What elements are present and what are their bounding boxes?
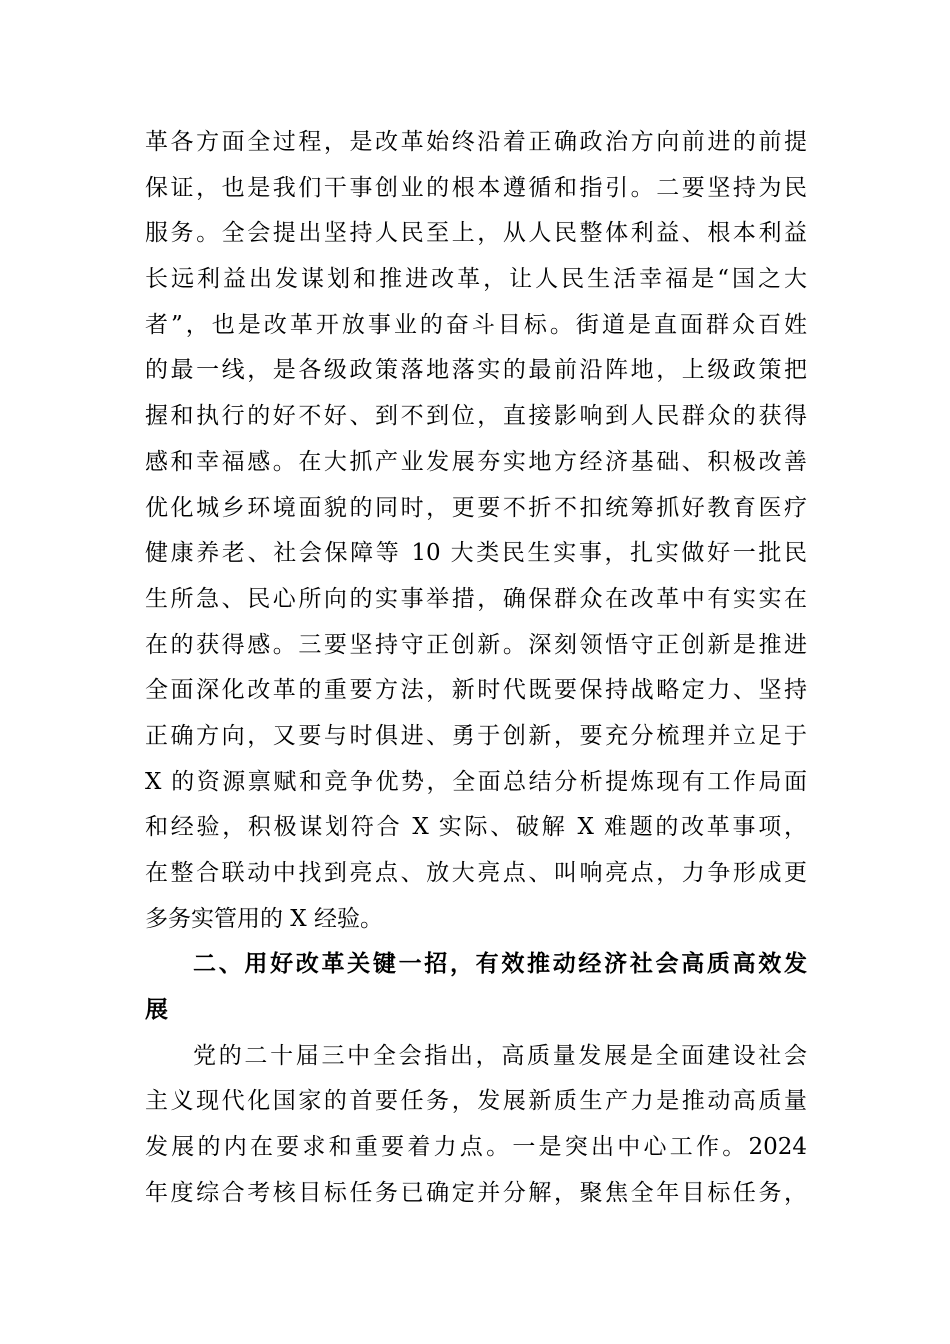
- text-line: 优化城乡环境面貌的同时，更要不折不扣统筹抓好教育医疗: [145, 494, 807, 521]
- text-line: 生所急、民心所向的实事举措，确保群众在改革中有实实在: [145, 585, 807, 612]
- paragraph-1: [145, 120, 807, 942]
- paragraph-2: [145, 1034, 807, 1217]
- heading-line: 展: [145, 997, 168, 1024]
- text-line: 者”，也是改革开放事业的奋斗目标。街道是直面群众百姓: [145, 311, 807, 338]
- text-line: 和经验，积极谋划符合 X 实际、破解 X 难题的改革事项，: [145, 814, 807, 841]
- section-heading-2: [145, 942, 807, 1033]
- text-line: 的最一线，是各级政策落地落实的最前沿阵地，上级政策把: [145, 357, 807, 384]
- text-line: 服务。全会提出坚持人民至上，从人民整体利益、根本利益: [145, 220, 807, 247]
- text-line: 握和执行的好不好、到不到位，直接影响到人民群众的获得: [145, 403, 807, 430]
- text-line: 发展的内在要求和重要着力点。一是突出中心工作。2024: [145, 1134, 807, 1161]
- document-body: [145, 120, 807, 1217]
- text-line: 在整合联动中找到亮点、放大亮点、叫响亮点，力争形成更: [145, 860, 807, 886]
- text-line: 感和幸福感。在大抓产业发展夯实地方经济基础、积极改善: [145, 448, 807, 475]
- heading-line: 二、用好改革关键一招，有效推动经济社会高质高效发: [193, 951, 807, 978]
- text-line: 主义现代化国家的首要任务，发展新质生产力是推动高质量: [145, 1088, 807, 1115]
- text-line: 正确方向，又要与时俱进、勇于创新，要充分梳理并立足于: [145, 722, 807, 749]
- text-line: 多务实管用的 X 经验。: [145, 905, 383, 932]
- text-line: 保证，也是我们干事创业的根本遵循和指引。二要坚持为民: [145, 174, 807, 201]
- text-line: 全面深化改革的重要方法，新时代既要保持战略定力、坚持: [145, 677, 807, 704]
- text-line: 长远利益出发谋划和推进改革，让人民生活幸福是“国之大: [145, 266, 807, 293]
- text-line: 党的二十届三中全会指出，高质量发展是全面建设社会: [193, 1042, 807, 1069]
- text-line: 健康养老、社会保障等 10 大类民生实事，扎实做好一批民: [145, 540, 807, 567]
- text-line: 年度综合考核目标任务已确定并分解，聚焦全年目标任务，: [145, 1179, 807, 1206]
- text-line: 革各方面全过程，是改革始终沿着正确政治方向前进的前提: [145, 129, 807, 155]
- text-line: 在的获得感。三要坚持守正创新。深刻领悟守正创新是推进: [145, 631, 807, 658]
- text-line: X 的资源禀赋和竞争优势，全面总结分析提炼现有工作局面: [145, 768, 807, 795]
